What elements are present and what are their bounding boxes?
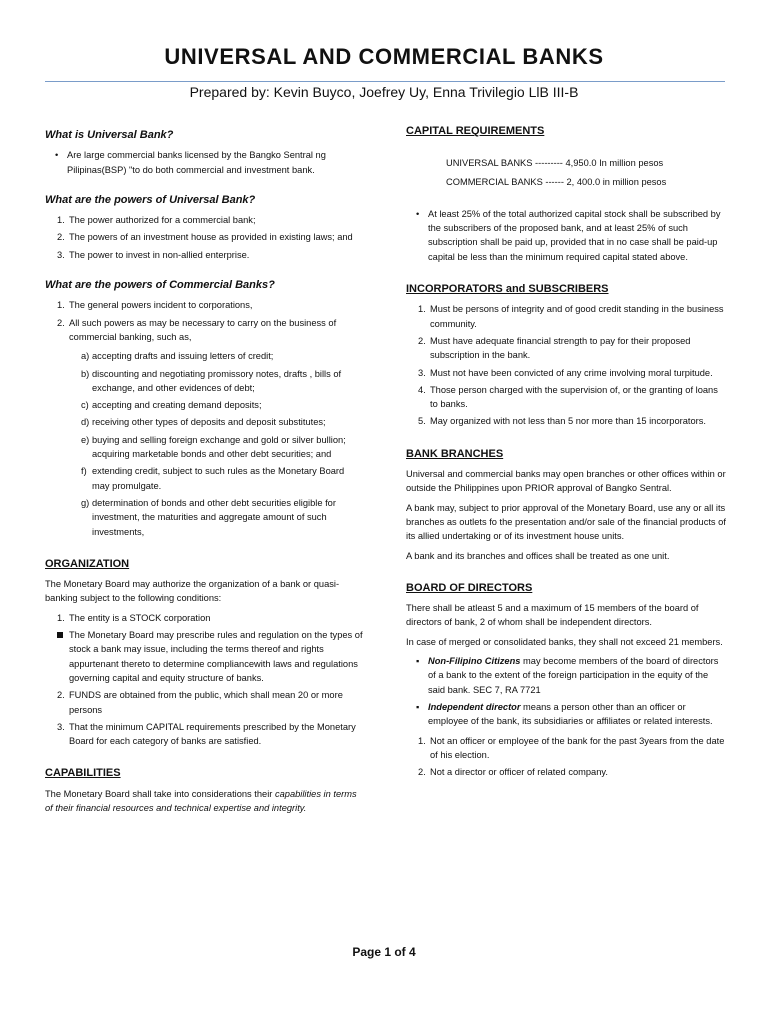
list-item: 1. The entity is a STOCK corporation — [57, 612, 211, 623]
list-item: • Are large commercial banks licensed by the Bangko Sentral ng Pilipinas(BSP) "to do both commercial and investment bank. — [55, 150, 326, 175]
list-item: a) accepting drafts and issuing letters of credit; — [81, 351, 274, 362]
branches-paragraph-1: Universal and commercial banks may open branches or other offices within or outside the Philippines upon PRIOR approval of Bangko Sentral. — [406, 469, 726, 494]
left-column — [45, 124, 363, 820]
list-item: f) extending credit, subject to such rules as the Monetary Board may promulgate. — [81, 466, 345, 491]
square-bullet-icon — [57, 632, 63, 638]
ub-powers-question: What are the powers of Universal Bank? — [45, 193, 256, 206]
universal-bank-question: What is Universal Bank? — [45, 129, 174, 141]
cb-powers-sublist — [45, 349, 363, 539]
square-bullet-icon: ▪ — [416, 656, 420, 667]
directors-bullets — [406, 654, 726, 728]
square-bullet-icon: ▪ — [416, 701, 420, 712]
list-item: c) accepting and creating demand deposits; — [81, 400, 262, 411]
list-item: ▪ Independent director means a person other than an officer or employee of the bank, its subsidiaries or affiliates or related interests. — [416, 701, 713, 727]
list-item: 3. The power to invest in non-allied enterprise. — [57, 249, 250, 260]
bullet-icon: • — [416, 208, 420, 219]
capital-list — [406, 207, 726, 264]
list-item: ▪ Non-Filipino Citizens may become members of the board of directors of a bank to the extent of the foreign participation in the equity of the said bank. SEC 7, RA 7721 — [416, 656, 719, 695]
ub-powers-list — [45, 213, 363, 262]
universal-bank-list — [45, 148, 363, 177]
cb-powers-question: What are the powers of Commercial Banks? — [45, 279, 275, 292]
list-item: 3. Must not have been convicted of any crime involving moral turpitude. — [418, 367, 713, 378]
list-item: 2. Must have adequate financial strength to pay for their proposed subscription in the bank. — [418, 335, 691, 361]
incorporators-list — [406, 302, 726, 428]
list-item: The Monetary Board may prescribe rules and regulation on the types of stock a bank may issue, including the terms thereof and rights appurtenant thereto to determine compliancewith laws and regulations governing capital and equity structure of banks. — [45, 628, 363, 685]
capabilities-heading: CAPABILITIES — [45, 767, 121, 780]
list-item: 4. Those person charged with the supervision of, or the granting of loans to banks. — [418, 384, 718, 410]
right-column — [406, 124, 726, 784]
list-item: g) determination of bonds and other debt securities eligible for investment, the maturities and aggregate amount of such investments, — [81, 497, 336, 537]
capital-commercial-row: COMMERCIAL BANKS ------ 2, 400.0 in million pesos — [446, 176, 667, 187]
list-item: 2. Not a director or officer of related company. — [418, 767, 608, 778]
document-title: UNIVERSAL AND COMMERCIAL BANKS — [164, 44, 604, 69]
list-item: 1. Not an officer or employee of the bank for the past 3years from the date of his election. — [418, 735, 725, 760]
capital-universal-row: UNIVERSAL BANKS --------- 4,950.0 In million pesos — [446, 158, 664, 169]
organization-intro: The Monetary Board may authorize the organization of a bank or quasi-banking subject to the following conditions: — [45, 579, 340, 604]
list-item: • At least 25% of the total authorized capital stock shall be subscribed by the subscribers of the proposed bank, and at least 25% of such subscription shall be paid up, provided that in no case shall be paid-up capital be less than the minimum required capital stated above. — [416, 208, 721, 262]
branches-paragraph-2: A bank may, subject to prior approval of the Monetary Board, use any or all its branches as outlets fo the presentation and/or sale of the financial products of its allied undertaking or of its investment house units. — [406, 502, 726, 542]
capabilities-text: The Monetary Board shall take into considerations their capabilities in terms of their financial resources and technical expertise and integrity. — [45, 788, 357, 813]
list-item: d) receiving other types of deposits and deposit substitutes; — [81, 417, 326, 428]
branches-paragraph-3: A bank and its branches and offices shall be treated as one unit. — [406, 550, 670, 561]
list-item: 1. Must be persons of integrity and of good credit standing in the business community. — [418, 304, 724, 329]
list-item: 1. The power authorized for a commercial bank; — [57, 215, 256, 226]
independent-director-list — [406, 734, 726, 780]
directors-heading: BOARD OF DIRECTORS — [406, 581, 533, 594]
branches-heading: BANK BRANCHES — [406, 447, 504, 460]
page-number: Page 1 of 4 — [352, 945, 416, 959]
capital-heading: CAPITAL REQUIREMENTS — [406, 125, 545, 137]
list-item: 5. May organized with not less than 5 nor more than 15 incorporators. — [418, 416, 706, 427]
cb-powers-list — [45, 298, 363, 344]
list-item: e) buying and selling foreign exchange and gold or silver bullion; acquiring marketable bonds and other debt securities; and — [81, 434, 346, 460]
list-item: b) discounting and negotiating promissory notes, drafts , bills of exchange, and other evidences of debt; — [81, 368, 342, 393]
incorporators-heading: INCORPORATORS and SUBSCRIBERS — [406, 283, 609, 296]
list-item: 2. All such powers as may be necessary to carry on the business of commercial banking, such as, — [57, 317, 337, 342]
list-item: 1. The general powers incident to corporations, — [57, 300, 253, 311]
directors-paragraph-2: In case of merged or consolidated banks, they shall not exceed 21 members. — [406, 636, 723, 647]
list-item: 3. That the minimum CAPITAL requirements prescribed by the Monetary Board for each category of banks are satisfied. — [57, 721, 356, 747]
title-divider — [45, 81, 725, 82]
organization-list — [45, 611, 363, 749]
list-item: 2. The powers of an investment house as provided in existing laws; and — [57, 232, 353, 243]
organization-heading: ORGANIZATION — [45, 557, 130, 570]
prepared-by: Prepared by: Kevin Buyco, Joefrey Uy, Enna Trivilegio LlB III-B — [189, 84, 579, 100]
directors-paragraph-1: There shall be atleast 5 and a maximum of 15 members of the board of directors of bank, 2 of whom shall be independent directors. — [406, 603, 699, 628]
list-item: 2. FUNDS are obtained from the public, which shall mean 20 or more persons — [57, 690, 343, 715]
bullet-icon: • — [55, 150, 59, 161]
